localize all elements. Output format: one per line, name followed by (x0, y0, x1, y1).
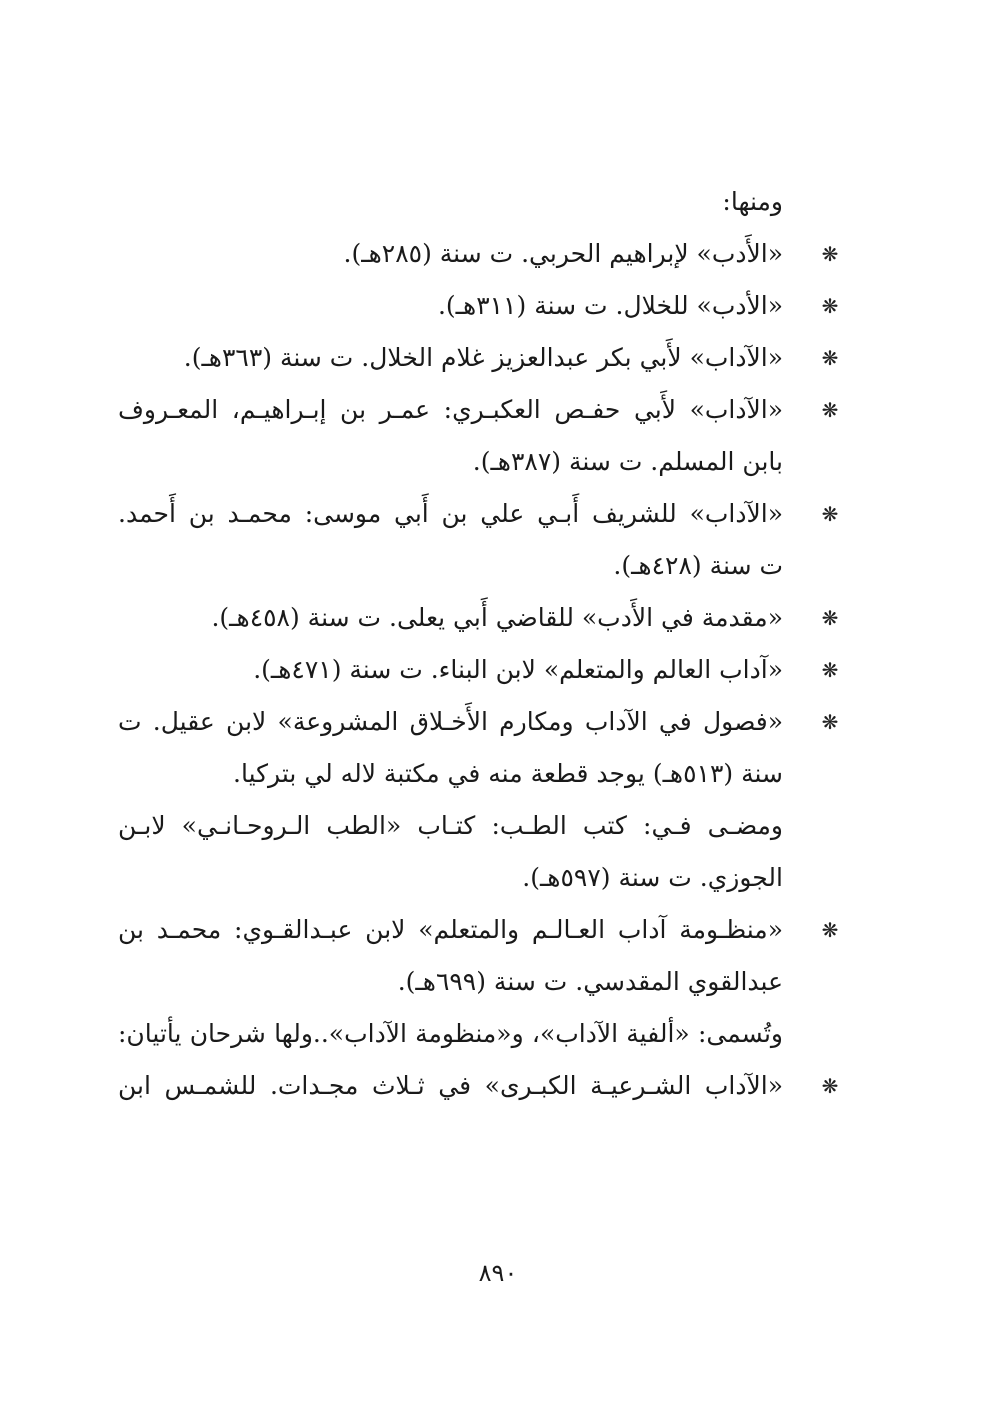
bullet-star-icon: ❋ (821, 294, 839, 318)
entry-line-13: الجوزي. ت سنة (٥٩٧هـ). (522, 863, 783, 892)
entry-line-2: «الأدب» للخلال. ت سنة (٣١١هـ). (437, 291, 783, 320)
bullet-star-icon: ❋ (821, 658, 839, 682)
entry-line-9: «آداب العالم والمتعلم» لابن البناء. ت سنة (٤٧١هـ). (253, 655, 783, 684)
bullet-star-icon: ❋ (821, 606, 839, 630)
entry-line-12: ومضـى فـي: كتب الطـب: كتـاب «الطب الـروحـانـي» لابـن (118, 811, 783, 840)
entry-line-17: «الآداب الشـرعيـة الكبـرى» في ثـلاث مجـدات. للشمـس ابن (118, 1071, 783, 1100)
entry-line-1: «الأَدب» لإبراهيم الحربي. ت سنة (٢٨٥هـ). (343, 239, 783, 268)
page-number: ٨٩٠ (478, 1259, 518, 1287)
entry-line-7: ت سنة (٤٢٨هـ). (613, 551, 783, 580)
entry-line-8: «مقدمة في الأَدب» للقاضي أَبي يعلى. ت سنة (٤٥٨هـ). (211, 603, 783, 632)
bullet-star-icon: ❋ (821, 346, 839, 370)
entry-line-5: بابن المسلم. ت سنة (٣٨٧هـ). (472, 447, 783, 476)
entry-line-16: وتُسمى: «ألفية الآداب»، و«منظومة الآداب»..ولها شرحان يأتيان: (118, 1019, 783, 1048)
entry-line-11: سنة (٥١٣هـ) يوجد قطعة منه في مكتبة لاله لي بتركيا. (233, 759, 783, 788)
bullet-star-icon: ❋ (821, 398, 839, 422)
entry-line-6: «الآداب» للشريف أَبـي علي بن أَبي موسى: محمـد بن أَحمد. (118, 499, 783, 528)
entry-line-3: «الآداب» لأَبي بكر عبدالعزيز غلام الخلال. ت سنة (٣٦٣هـ). (183, 343, 783, 372)
main-text-block (118, 176, 783, 1112)
bullet-star-icon: ❋ (821, 502, 839, 526)
bullet-star-icon: ❋ (821, 918, 839, 942)
bullet-star-icon: ❋ (821, 242, 839, 266)
entry-line-14: «منظـومة آداب العـالـم والمتعلم» لابن عبـدالقـوي: محمـد بن (118, 915, 783, 944)
entry-line-10: «فصول في الآداب ومكارم الأَخـلاق المشروعة» لابن عقيل. ت (118, 707, 783, 736)
entry-line-4: «الآداب» لأَبي حفـص العكبـري: عمـر بن إبـراهيـم، المعـروف (118, 395, 783, 424)
bullet-star-icon: ❋ (821, 710, 839, 734)
bullet-star-icon: ❋ (821, 1074, 839, 1098)
section-heading: ومنها: (722, 187, 783, 216)
entry-line-15: عبدالقوي المقدسي. ت سنة (٦٩٩هـ). (397, 967, 783, 996)
